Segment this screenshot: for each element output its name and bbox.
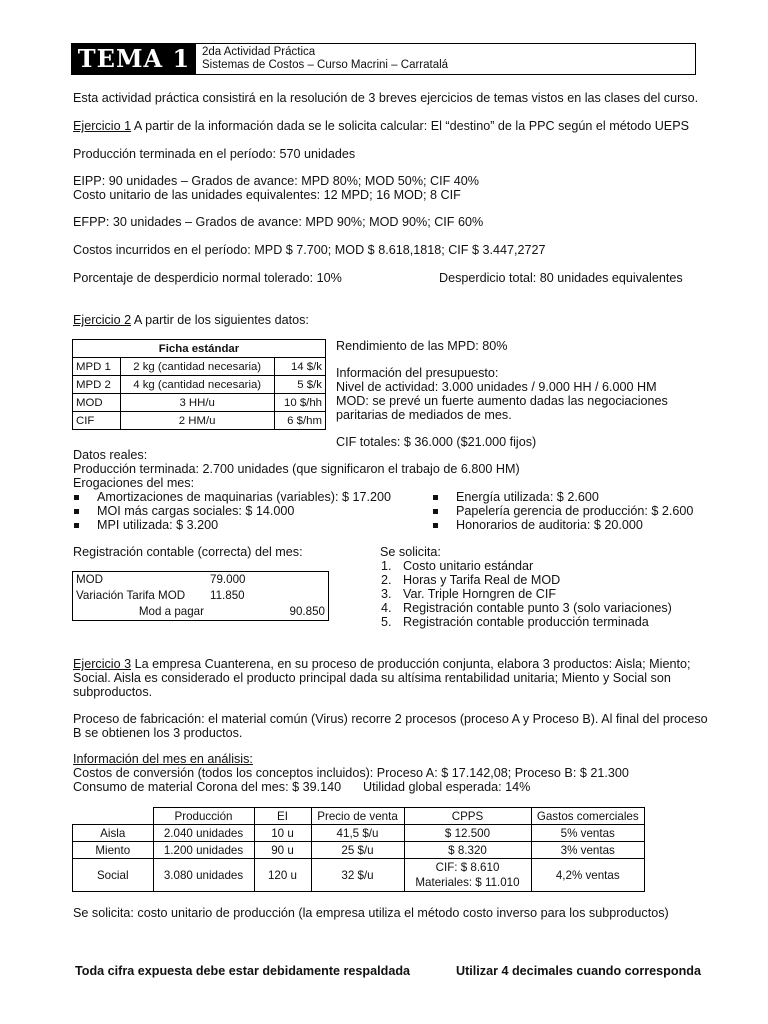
bullet-icon (433, 523, 438, 528)
list-number: 1. (381, 559, 392, 573)
header-course: Sistemas de Costos – Curso Macrini – Carratalá (202, 59, 449, 71)
column-header: Precio de venta (311, 808, 404, 825)
registro-cell: MOD (76, 573, 104, 586)
list-item-text: MPI utilizada: $ 3.200 (97, 518, 219, 532)
table-cell: $ 8.320 (404, 842, 531, 859)
list-item-text: Amortizaciones de maquinarias (variables): $ 17.200 (97, 490, 392, 504)
table-row (73, 572, 329, 589)
ficha-cell: MOD (73, 394, 121, 412)
table-row (73, 412, 326, 430)
ej3-paragraph-1: La empresa Cuanterena, en su proceso de producción conjunta, elabora 3 productos: Aisla; Miento; (131, 657, 691, 671)
ficha-estandar-table (72, 339, 326, 430)
ej3-utilidad: Utilidad global esperada: 14% (363, 780, 531, 794)
ej2-produccion: Producción terminada: 2.700 unidades (que significaron el trabajo de 6.800 HM) (73, 462, 520, 476)
table-cell: Aisla (73, 825, 154, 842)
registro-cell (273, 572, 329, 589)
list-item-text: Costo unitario estándar (403, 559, 534, 573)
column-header: Gastos comerciales (531, 808, 645, 825)
ej2-presupuesto-mod-cont: paritarias de mediados de mes. (336, 408, 512, 422)
column-header: CPPS (404, 808, 531, 825)
bullet-icon (74, 495, 79, 500)
ej3-paragraph-1c: subproductos. (73, 685, 153, 699)
productos-table (72, 807, 645, 892)
table-cell: 5% ventas (531, 825, 645, 842)
list-number: 3. (381, 587, 392, 601)
registro-cell: 11.850 (210, 589, 245, 602)
table-row (73, 859, 645, 892)
table-cell: 90 u (254, 842, 311, 859)
ficha-cell: 14 $/k (274, 358, 325, 376)
ej2-presupuesto-title: Información del presupuesto: (336, 366, 499, 380)
ej2-prompt: A partir de los siguientes datos: (131, 313, 309, 327)
registro-cell: Mod a pagar (138, 605, 204, 618)
ficha-cell: 2 HM/u (120, 412, 274, 430)
tema-logo: TEMA 1 (72, 44, 196, 74)
table-row (73, 604, 329, 621)
ej1-costos: Costos incurridos en el período: MPD $ 7.700; MOD $ 8.618,1818; CIF $ 3.447,2727 (73, 243, 546, 257)
ej2-datos-reales: Datos reales: (73, 448, 148, 462)
ficha-cell: 5 $/k (274, 376, 325, 394)
table-header-row (73, 808, 645, 825)
ej3-costos-conversion: Costos de conversión (todos los conceptos incluidos): Proceso A: $ 17.142,08; Proceso B: $ 21.300 (73, 766, 629, 780)
table-header-row (73, 340, 326, 358)
ej2-presupuesto-nivel: Nivel de actividad: 3.000 unidades / 9.000 HH / 6.000 HM (336, 380, 657, 394)
ej1-title: Ejercicio 1 (73, 119, 132, 133)
ficha-title: Ficha estándar (73, 340, 326, 358)
table-cell: 1.200 unidades (153, 842, 254, 859)
column-header (73, 808, 154, 825)
document-header (71, 43, 696, 75)
ej2-erogaciones: Erogaciones del mes: (73, 476, 195, 490)
registro-cell: Variación Tarifa MOD (76, 589, 186, 602)
registro-cell (273, 588, 329, 604)
footer-note-left: Toda cifra expuesta debe estar debidamente respaldada (75, 964, 411, 978)
ej2-title: Ejercicio 2 (73, 313, 132, 327)
ej3-consumo: Consumo de material Corona del mes: $ 39.140 (73, 780, 342, 794)
bullet-icon (433, 495, 438, 500)
ej1-statement (73, 119, 689, 133)
bullet-icon (74, 523, 79, 528)
table-row (73, 394, 326, 412)
ej2-statement (73, 313, 309, 327)
table-cell: Social (73, 859, 154, 892)
table-row (73, 358, 326, 376)
ej2-solicita-title: Se solicita: (380, 545, 441, 559)
table-cell (404, 859, 531, 892)
list-item-text: MOI más cargas sociales: $ 14.000 (97, 504, 295, 518)
ficha-cell: 10 $/hh (274, 394, 325, 412)
cpps-cif: CIF: $ 8.610 (435, 861, 500, 874)
ej1-desperdicio-normal: Porcentaje de desperdicio normal tolerado: 10% (73, 271, 342, 285)
ej3-statement (73, 657, 690, 671)
table-cell: 25 $/u (311, 842, 404, 859)
ej1-eipp: EIPP: 90 unidades – Grados de avance: MPD 80%; MOD 50%; CIF 40% (73, 174, 480, 188)
table-row (73, 376, 326, 394)
column-header: EI (254, 808, 311, 825)
ficha-cell: 2 kg (cantidad necesaria) (120, 358, 274, 376)
list-item-text: Registración contable producción terminada (403, 615, 649, 629)
ej1-prompt: A partir de la información dada se le solicita calcular: El “destino” de la PPC según el método UEPS (131, 119, 690, 133)
ficha-cell: MPD 2 (73, 376, 121, 394)
ej3-info-title: Información del mes en análisis: (73, 752, 253, 766)
ej1-desperdicio-total: Desperdicio total: 80 unidades equivalentes (439, 271, 683, 285)
ej3-title: Ejercicio 3 (73, 657, 132, 671)
ej2-presupuesto-mod: MOD: se prevé un fuerte aumento dadas las negociaciones (336, 394, 668, 408)
header-activity: 2da Actividad Práctica (202, 46, 316, 58)
registro-cell: 90.850 (289, 605, 325, 618)
registro-cell (207, 604, 273, 621)
table-cell: 120 u (254, 859, 311, 892)
table-cell: $ 12.500 (404, 825, 531, 842)
table-cell: 10 u (254, 825, 311, 842)
ej2-rendimiento: Rendimiento de las MPD: 80% (336, 339, 508, 353)
table-cell: 2.040 unidades (153, 825, 254, 842)
list-number: 5. (381, 615, 392, 629)
table-cell: 4,2% ventas (531, 859, 645, 892)
intro-text: Esta actividad práctica consistirá en la resolución de 3 breves ejercicios de temas vistos en las clases del curso. (73, 91, 699, 105)
ficha-cell: 3 HH/u (120, 394, 274, 412)
list-item-text: Energía utilizada: $ 2.600 (456, 490, 599, 504)
ej1-efpp: EFPP: 30 unidades – Grados de avance: MPD 90%; MOD 90%; CIF 60% (73, 215, 484, 229)
ej3-paragraph-2: Proceso de fabricación: el material común (Virus) recorre 2 procesos (proceso A y Proceso B). Al final del proceso (73, 712, 708, 726)
table-cell: 3.080 unidades (153, 859, 254, 892)
ficha-cell: MPD 1 (73, 358, 121, 376)
ficha-cell: CIF (73, 412, 121, 430)
list-item-text: Var. Triple Horngren de CIF (403, 587, 557, 601)
table-row (73, 842, 645, 859)
ej1-costo-unitario: Costo unitario de las unidades equivalentes: 12 MPD; 16 MOD; 8 CIF (73, 188, 461, 202)
table-cell: Miento (73, 842, 154, 859)
ej3-paragraph-1b: Social. Aisla es considerado el producto principal dada su altísima rentabilidad unitaria; Miento y Social son (73, 671, 671, 685)
ej2-registro-title: Registración contable (correcta) del mes: (73, 545, 303, 559)
bullet-icon (74, 509, 79, 514)
list-item-text: Honorarios de auditoria: $ 20.000 (456, 518, 643, 532)
list-item-text: Papelería gerencia de producción: $ 2.600 (456, 504, 694, 518)
table-row (73, 588, 329, 604)
table-cell: 3% ventas (531, 842, 645, 859)
footer-note-right: Utilizar 4 decimales cuando corresponda (456, 964, 701, 978)
column-header: Producción (153, 808, 254, 825)
table-cell: 41,5 $/u (311, 825, 404, 842)
ej1-produccion: Producción terminada en el período: 570 unidades (73, 147, 356, 161)
ej2-cif-totales: CIF totales: $ 36.000 ($21.000 fijos) (336, 435, 537, 449)
registro-cell: 79.000 (210, 573, 246, 586)
list-item-text: Registración contable punto 3 (solo variaciones) (403, 601, 672, 615)
ficha-cell: 6 $/hm (274, 412, 325, 430)
list-item-text: Horas y Tarifa Real de MOD (403, 573, 561, 587)
ej3-paragraph-2b: B se obtienen los 3 productos. (73, 726, 243, 740)
registro-contable-table (72, 571, 329, 621)
table-cell: 32 $/u (311, 859, 404, 892)
bullet-icon (433, 509, 438, 514)
ej3-solicita: Se solicita: costo unitario de producción (la empresa utiliza el método costo inverso para los subproductos) (73, 906, 669, 920)
ficha-cell: 4 kg (cantidad necesaria) (120, 376, 274, 394)
list-number: 2. (381, 573, 392, 587)
list-number: 4. (381, 601, 392, 615)
cpps-materiales: Materiales: $ 11.010 (415, 876, 520, 889)
table-row (73, 825, 645, 842)
